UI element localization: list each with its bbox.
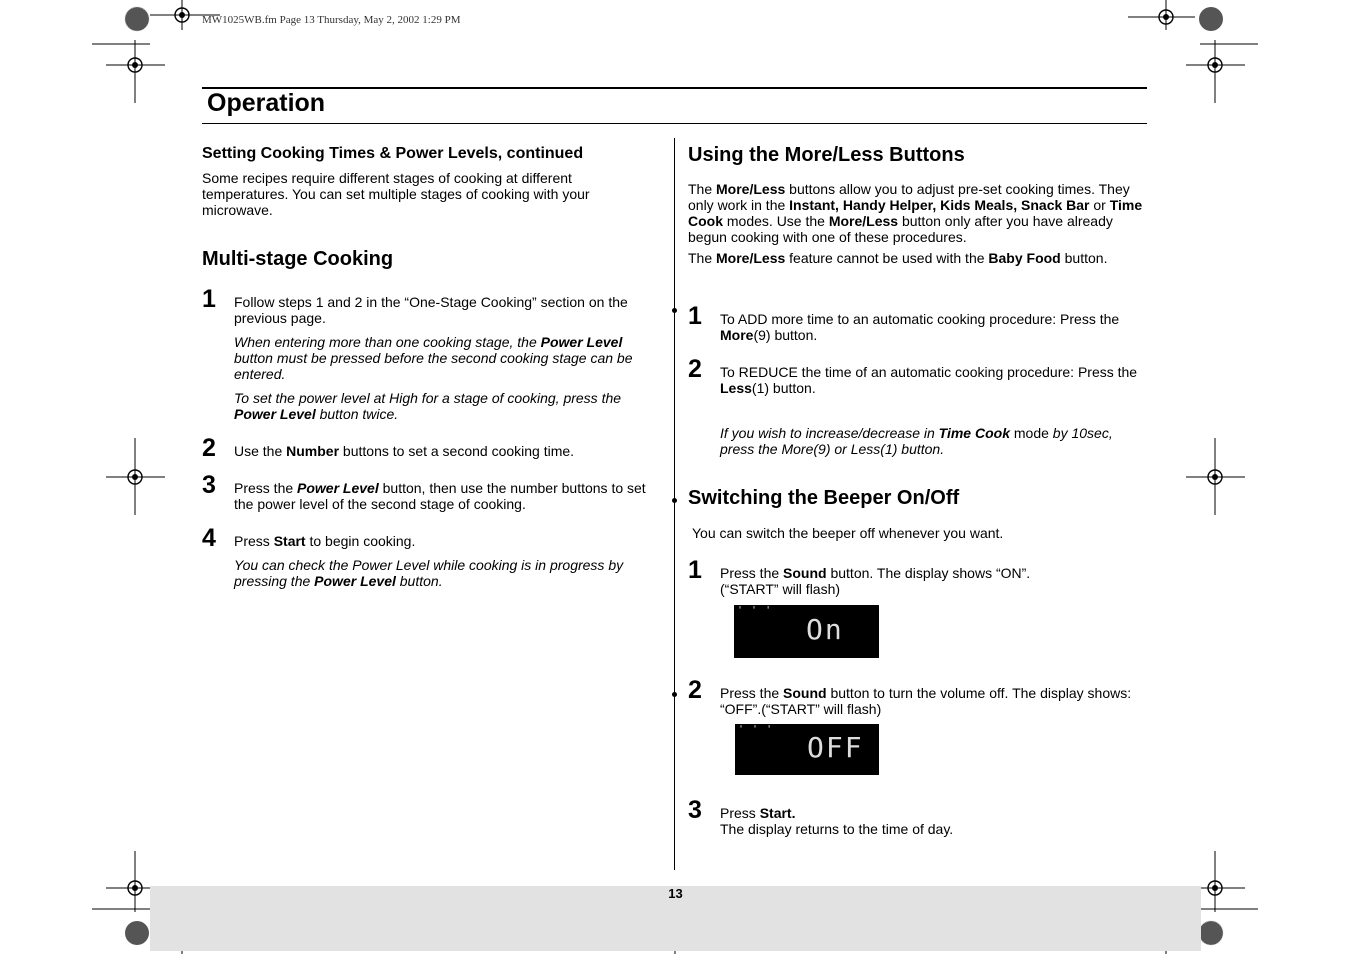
page-number: 13 — [668, 886, 683, 901]
step-text: Press the Sound button to turn the volume off. The display shows: “OFF”.(“START” will flash) — [720, 685, 1132, 717]
bullet — [672, 692, 677, 697]
header-rule-top — [202, 87, 1147, 89]
more-less-baby-food: The More/Less feature cannot be used with the Baby Food button. — [688, 250, 1108, 266]
step-text: Press Start. The display returns to the time of day. — [720, 805, 954, 837]
note-high-power: To set the power level at High for a stage of cooking, press the Power Level button twice. — [234, 390, 622, 422]
more-less-heading: Using the More/Less Buttons — [688, 144, 965, 166]
flash-indicator-icon: ' ' ' — [737, 605, 773, 616]
flash-indicator-icon: ' ' ' — [738, 724, 774, 735]
beeper-intro: You can switch the beeper off whenever you want. — [692, 525, 1004, 541]
section-title: Operation — [207, 89, 326, 117]
step-text: To REDUCE the time of an automatic cooking procedure: Press the Less(1) button. — [720, 364, 1138, 396]
step-number: 2 — [202, 434, 216, 462]
step-number: 1 — [688, 302, 702, 330]
bullet — [672, 308, 677, 313]
display-text: On — [806, 613, 844, 646]
lcd-display-off — [735, 724, 879, 775]
step-number: 1 — [202, 285, 216, 313]
more-less-intro: The More/Less buttons allow you to adjust pre-set cooking times. They only work in the Instant, Handy Helper, Kids Meals, Snack Bar or Time Cook modes. Use the More/Less button only after you have already begun cooking with one of these procedures. — [688, 181, 1143, 245]
step-text: Press the Sound button. The display shows “ON”. (“START” will flash) — [720, 565, 1031, 597]
step-number: 3 — [202, 471, 216, 499]
column-divider — [674, 138, 675, 870]
left-heading: Setting Cooking Times & Power Levels, continued — [202, 145, 584, 162]
left-intro: Some recipes require different stages of cooking at different temperatures. You can set multiple stages of cooking with your microwave. — [202, 170, 590, 218]
header-rule-bottom — [202, 123, 1147, 124]
note-check-power: You can check the Power Level while cooking is in progress by pressing the Power Level button. — [234, 557, 624, 589]
step-number: 2 — [688, 355, 702, 383]
step-number: 4 — [202, 524, 216, 552]
step-text: Follow steps 1 and 2 in the “One-Stage Cooking” section on the previous page. — [234, 294, 628, 326]
bullet — [672, 498, 677, 503]
step-number: 2 — [688, 676, 702, 704]
beeper-heading: Switching the Beeper On/Off — [688, 487, 960, 509]
step-number: 3 — [688, 796, 702, 824]
lcd-display-on — [734, 605, 879, 658]
multi-stage-heading: Multi-stage Cooking — [202, 248, 394, 270]
step-text: To ADD more time to an automatic cooking procedure: Press the More(9) button. — [720, 311, 1120, 343]
more-less-note: If you wish to increase/decrease in Time Cook mode by 10sec, press the More(9) or Less(1) button. — [720, 425, 1113, 457]
display-text: OFF — [807, 731, 864, 764]
print-slug: MW1025WB.fm Page 13 Thursday, May 2, 2002 1:29 PM — [202, 14, 461, 26]
step-text: Use the Number buttons to set a second cooking time. — [234, 443, 575, 459]
step-text: Press the Power Level button, then use the number buttons to set the power level of the second stage of cooking. — [234, 480, 646, 512]
step-text: Press Start to begin cooking. — [234, 533, 416, 549]
note-power-level: When entering more than one cooking stage, the Power Level button must be pressed before the second cooking stage can be entered. — [234, 334, 633, 382]
step-number: 1 — [688, 556, 702, 584]
